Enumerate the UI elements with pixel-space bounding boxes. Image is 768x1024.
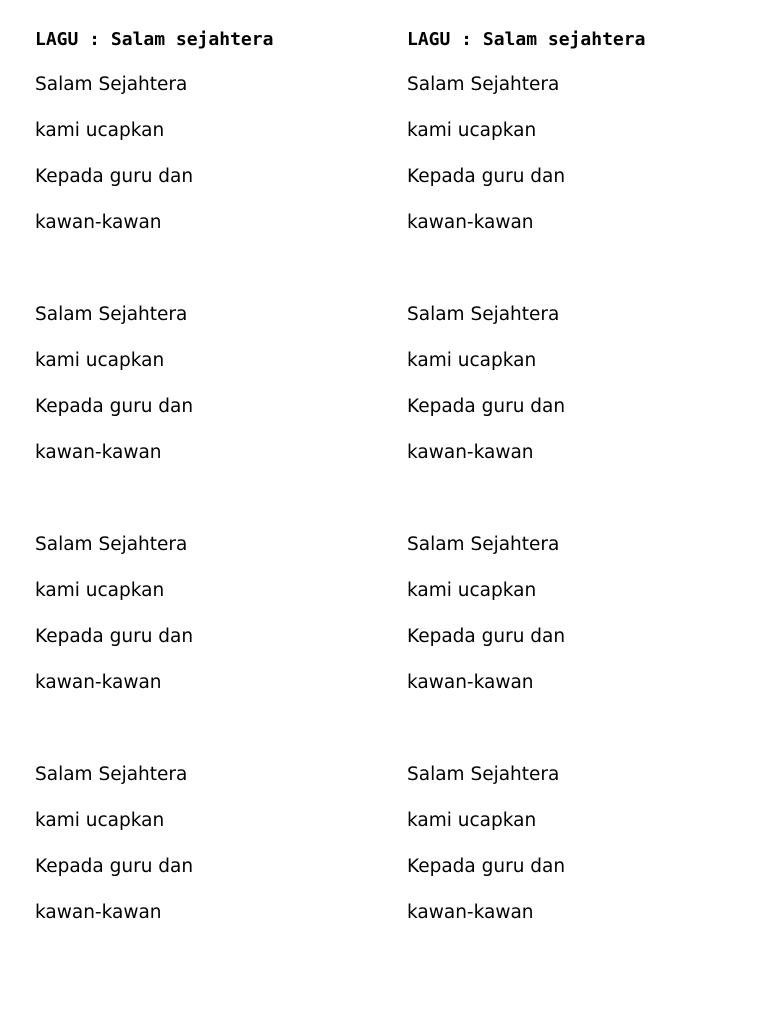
lyric-line: Salam Sejahtera bbox=[35, 74, 188, 95]
lyric-line: kami ucapkan bbox=[407, 810, 537, 831]
lyric-line: Salam Sejahtera bbox=[407, 304, 560, 325]
lyric-line: kami ucapkan bbox=[407, 350, 537, 371]
lyric-line: Kepada guru dan bbox=[35, 856, 194, 877]
song-title: LAGU : Salam sejahtera bbox=[407, 29, 646, 50]
lyric-line: Salam Sejahtera bbox=[35, 764, 188, 785]
lyric-line: kawan-kawan bbox=[35, 442, 162, 463]
lyric-line: Salam Sejahtera bbox=[407, 764, 560, 785]
stanza-2 bbox=[35, 292, 375, 476]
lyric-line: Salam Sejahtera bbox=[35, 534, 188, 555]
stanza-1 bbox=[407, 62, 747, 246]
lyric-line: kawan-kawan bbox=[35, 672, 162, 693]
lyric-line: Kepada guru dan bbox=[407, 166, 566, 187]
stanza-2 bbox=[407, 292, 747, 476]
lyric-line: Kepada guru dan bbox=[407, 626, 566, 647]
lyric-line: kami ucapkan bbox=[35, 810, 165, 831]
stanza-1 bbox=[35, 62, 375, 246]
lyric-line: Salam Sejahtera bbox=[407, 74, 560, 95]
song-title: LAGU : Salam sejahtera bbox=[35, 29, 274, 50]
lyric-line: kami ucapkan bbox=[407, 580, 537, 601]
stanza-3 bbox=[35, 522, 375, 706]
stanza-4 bbox=[407, 752, 747, 936]
stanza-4 bbox=[35, 752, 375, 936]
lyric-line: kawan-kawan bbox=[407, 672, 534, 693]
lyrics-column-left bbox=[35, 26, 375, 936]
stanza-3 bbox=[407, 522, 747, 706]
lyric-line: kami ucapkan bbox=[35, 350, 165, 371]
lyric-line: Kepada guru dan bbox=[407, 856, 566, 877]
lyric-line: kami ucapkan bbox=[35, 120, 165, 141]
lyric-line: kami ucapkan bbox=[35, 580, 165, 601]
lyric-line: Salam Sejahtera bbox=[407, 534, 560, 555]
lyric-line: kami ucapkan bbox=[407, 120, 537, 141]
lyric-line: kawan-kawan bbox=[407, 902, 534, 923]
lyric-line: Kepada guru dan bbox=[407, 396, 566, 417]
lyric-line: Salam Sejahtera bbox=[35, 304, 188, 325]
lyric-line: kawan-kawan bbox=[35, 212, 162, 233]
lyric-line: kawan-kawan bbox=[407, 212, 534, 233]
lyric-line: kawan-kawan bbox=[407, 442, 534, 463]
lyric-line: Kepada guru dan bbox=[35, 166, 194, 187]
lyric-line: kawan-kawan bbox=[35, 902, 162, 923]
lyric-line: Kepada guru dan bbox=[35, 626, 194, 647]
lyric-line: Kepada guru dan bbox=[35, 396, 194, 417]
lyrics-column-right bbox=[407, 26, 747, 936]
